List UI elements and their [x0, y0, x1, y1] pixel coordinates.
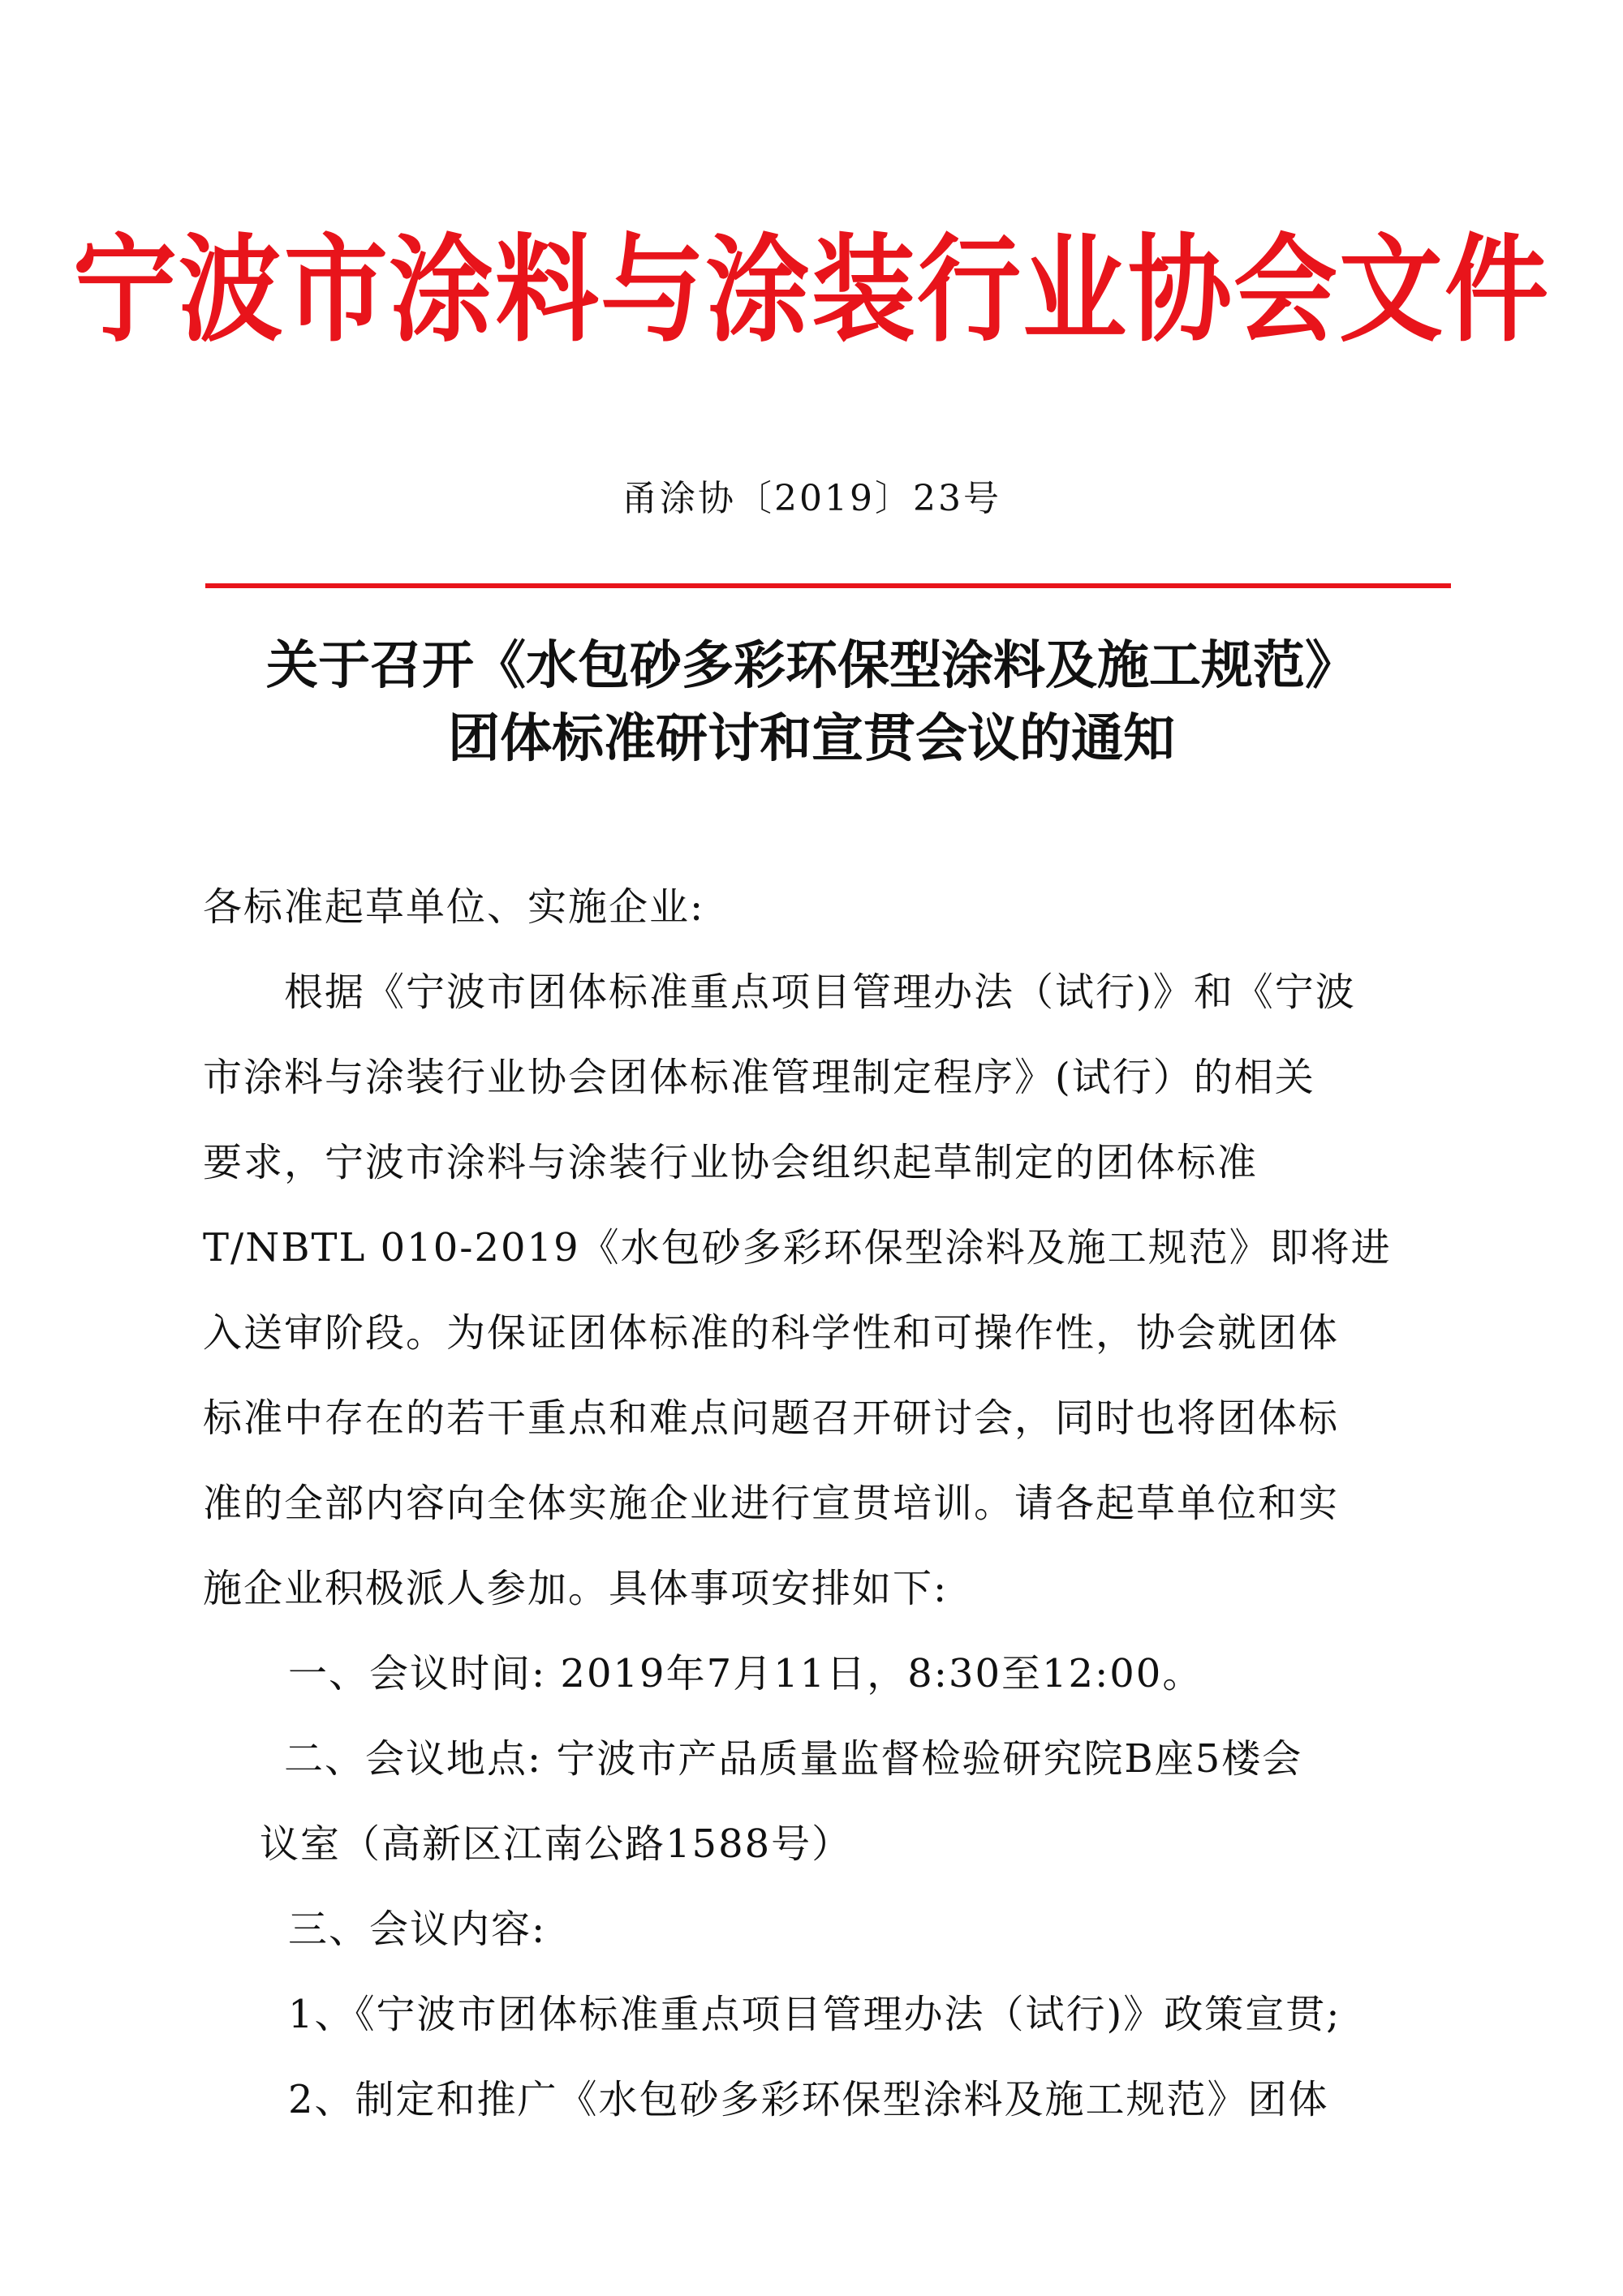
meeting-content-sub-item-2: 2、制定和推广《水包砂多彩环保型涂料及施工规范》团体 — [288, 2077, 1329, 2122]
notice-title-line-2: 团体标准研讨和宣贯会议的通知 — [448, 709, 1175, 769]
paragraph-line-5: 入送审阶段。为保证团体标准的科学性和可操作性，协会就团体 — [203, 1310, 1340, 1356]
meeting-content-heading: 三、会议内容: — [288, 1907, 547, 1952]
document-number: 甬涂协〔2019〕23号 — [622, 478, 1001, 519]
notice-title — [0, 630, 1623, 776]
paragraph-line-3: 要求，宁波市涂料与涂装行业协会组织起草制定的团体标准 — [203, 1140, 1259, 1185]
header-divider-rule — [205, 583, 1451, 588]
paragraph-line-1: 根据《宁波市团体标准重点项目管理办法（试行)》和《宁波 — [284, 970, 1356, 1015]
meeting-content-sub-item-1: 1、《宁波市团体标准重点项目管理办法（试行)》政策宣贯; — [288, 1992, 1341, 2037]
meeting-time-item: 一、会议时间: 2019年7月11日，8:30至12:00。 — [288, 1651, 1203, 1696]
paragraph-line-8: 施企业积极派人参加。具体事项安排如下: — [203, 1566, 949, 1611]
paragraph-line-7: 准的全部内容向全体实施企业进行宣贯培训。请各起草单位和实 — [203, 1481, 1340, 1526]
paragraph-line-4: T/NBTL 010-2019《水包砂多彩环保型涂料及施工规范》即将进 — [203, 1225, 1392, 1271]
salutation: 各标准起草单位、实施企业: — [203, 884, 705, 930]
paragraph-line-2: 市涂料与涂装行业协会团体标准管理制定程序》(试行）的相关 — [203, 1055, 1315, 1100]
organization-header-title: 宁波市涂料与涂装行业协会文件 — [72, 222, 1550, 359]
meeting-location-item-continued: 议室（高新区江南公路1588号） — [260, 1821, 853, 1867]
paragraph-line-6: 标准中存在的若干重点和难点问题召开研讨会，同时也将团体标 — [203, 1395, 1340, 1441]
notice-title-line-1: 关于召开《水包砂多彩环保型涂料及施工规范》 — [266, 636, 1357, 696]
meeting-location-item: 二、会议地点: 宁波市产品质量监督检验研究院B座5楼会 — [284, 1736, 1303, 1782]
